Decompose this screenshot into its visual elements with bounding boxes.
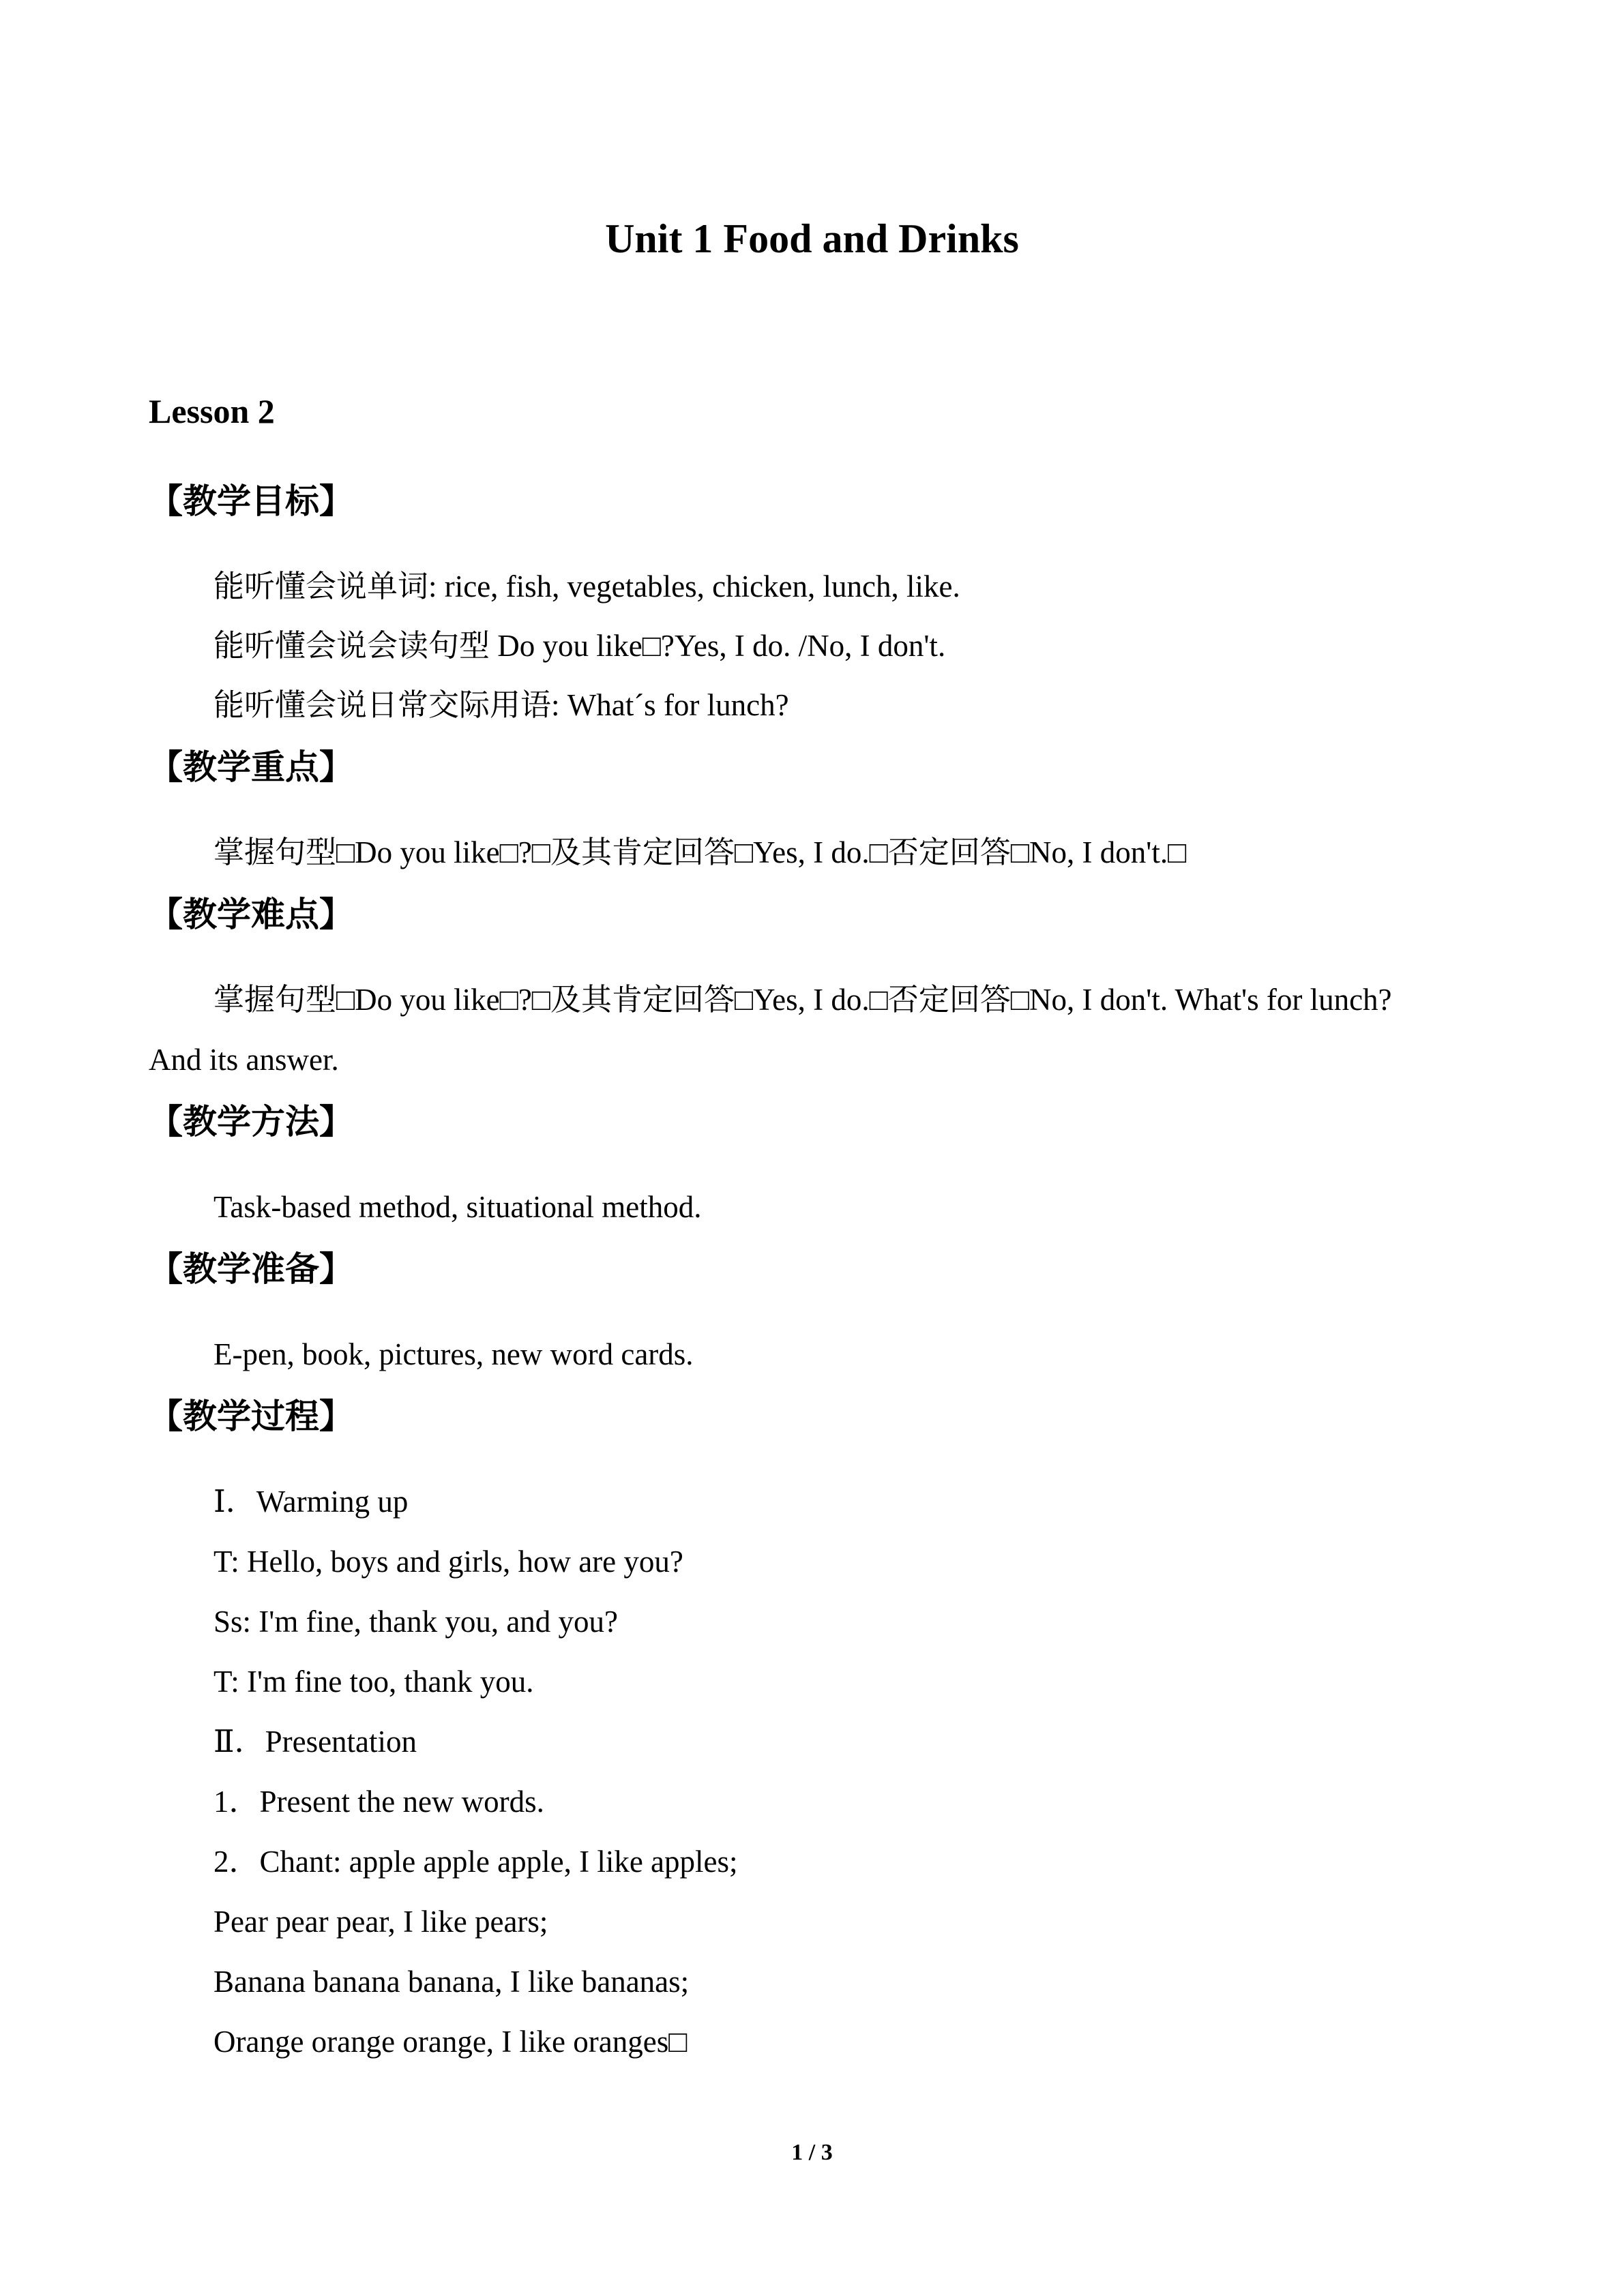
document-title: Unit 1 Food and Drinks xyxy=(605,216,1019,261)
process-line: Orange orange orange, I like oranges□ xyxy=(213,2025,688,2059)
difficulty-line: 掌握句型□Do you like□?□及其肯定回答□Yes, I do.□否定回答□No, I don't. What's for lunch? xyxy=(213,983,1392,1017)
section-heading-preparation: 【教学准备】 xyxy=(149,1249,353,1289)
method-line: Task-based method, situational method. xyxy=(213,1190,702,1224)
objective-line: 能听懂会说单词: rice, fish, vegetables, chicken, lunch, like. xyxy=(213,569,960,603)
section-heading-key-points: 【教学重点】 xyxy=(149,747,353,787)
key-point-line: 掌握句型□Do you like□?□及其肯定回答□Yes, I do.□否定回答□No, I don't.□ xyxy=(213,835,1187,869)
lesson-heading: Lesson 2 xyxy=(149,392,275,430)
process-line: T: Hello, boys and girls, how are you? xyxy=(213,1545,683,1579)
objective-line: 能听懂会说日常交际用语: What´s for lunch? xyxy=(213,688,789,722)
section-heading-objectives: 【教学目标】 xyxy=(149,481,353,521)
process-line: Banana banana banana, I like bananas; xyxy=(213,1965,690,1999)
process-line: 1．Present the new words. xyxy=(213,1785,544,1819)
preparation-line: E-pen, book, pictures, new word cards. xyxy=(213,1337,694,1371)
page-number: 1 / 3 xyxy=(791,2140,833,2165)
process-line: 2．Chant: apple apple apple, I like apples; xyxy=(213,1845,738,1879)
section-heading-methods: 【教学方法】 xyxy=(149,1102,353,1142)
process-line: Ss: I'm fine, thank you, and you? xyxy=(213,1605,619,1639)
process-line: Ⅰ．Warming up xyxy=(213,1485,409,1519)
process-line: Ⅱ．Presentation xyxy=(213,1725,417,1759)
objective-line: 能听懂会说会读句型 Do you like□?Yes, I do. /No, I don't. xyxy=(213,629,946,663)
section-heading-process: 【教学过程】 xyxy=(149,1397,353,1436)
section-heading-difficulties: 【教学难点】 xyxy=(149,895,353,934)
process-line: T: I'm fine too, thank you. xyxy=(213,1665,534,1699)
process-line: Pear pear pear, I like pears; xyxy=(213,1905,548,1939)
difficulty-line-continued: And its answer. xyxy=(149,1043,339,1077)
